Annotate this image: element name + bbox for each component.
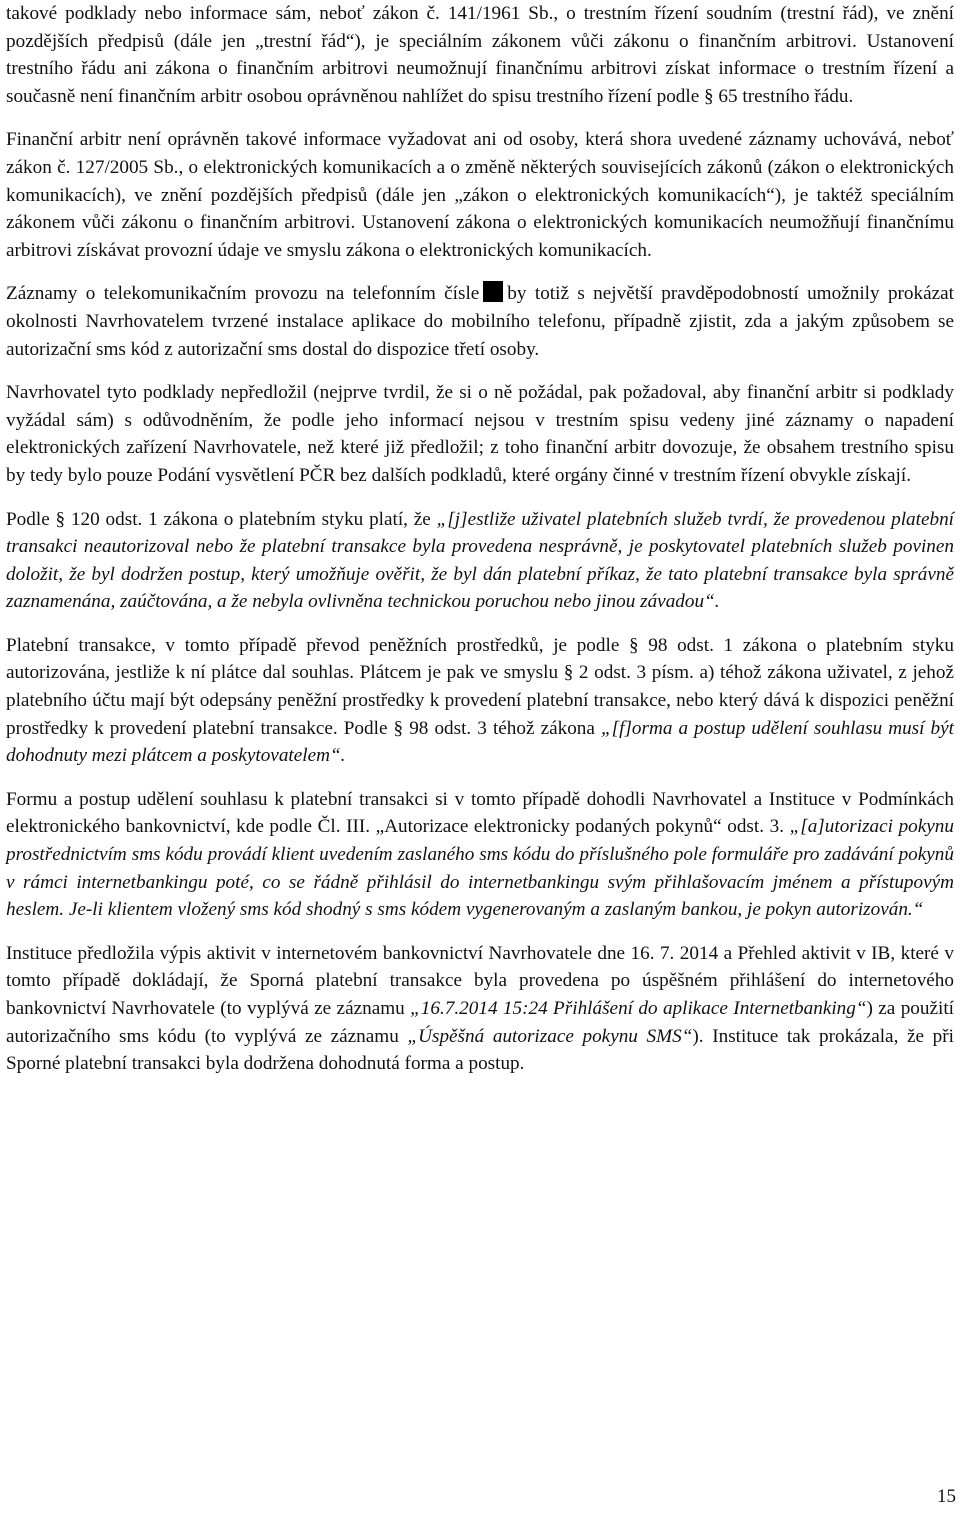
payment-act-quote: „[j]estliže uživatel platebních služeb tvrdí, že provedenou platební transakci neautorizoval nebo že platební transakce byla provedena nesprávně, je poskytovatel platebních služeb povinen doložit, že byl dodržen postup, který umožňuje ověřit, že byl dán platební příkaz, že tato platební transakce byla správně zaznamenána, zaúčtována, a že nebyla ovlivněna technickou poruchou nebo jinou závadou“.: [6, 508, 954, 613]
activity-log-text-c: ) za použití autorizačního sms kódu (to vyplývá ze záznamu: [6, 998, 954, 1047]
paragraph-criminal-procedure: takové podklady nebo informace sám, neboť zákon č. 141/1961 Sb., o trestním řízení soudním (trestní řád), ve znění pozdějších předpisů (dále jen „trestní řád“), je speciálním zákonem vůči zákonu o finančním arbitrovi. Ustanovení trestního řádu ani zákona o finančním arbitrovi neumožnují finančnímu arbitrovi získat informace o trestním řízení a současně není finančním arbitr osobou oprávněnou nahlížet do spisu trestního řízení podle § 65 trestního řádu.: [6, 3, 954, 107]
document-page: [6, 0, 954, 1078]
paragraph-payment-act-120: [6, 506, 954, 616]
activity-log-text-e: ). Instituce tak prokázala, že při Sporné platební transakci byla dodržena dohodnutá forma a postup.: [6, 1025, 954, 1075]
telecom-text-before: Záznamy o telekomunikačním provozu na telefonním čísle: [6, 283, 480, 305]
paragraph-electronic-communications: Finanční arbitr není oprávněn takové informace vyžadovat ani od osoby, která shora uvedené záznamy uchovává, neboť zákon č. 127/2005 Sb., o elektronických komunikacích a o změně některých souvisejících zákonů (zákon o elektronických komunikacích), ve znění pozdějších předpisů (dále jen „zákon o elektronických komunikacích“), je taktéž speciálním zákonem vůči zákonu o finančním arbitrovi. Ustanovení zákona o elektronických komunikacích neumožňují finančnímu arbitrovi získávat provozní údaje ve smyslu zákona o elektronických komunikacích.: [6, 129, 954, 261]
redacted-phone-number: [483, 281, 503, 302]
paragraph-applicant-documents: Navrhovatel tyto podklady nepředložil (nejprve tvrdil, že si o ně požádal, pak požadoval, aby finanční arbitr si podklady vyžádal sám) s odůvodněním, že podle jeho informací nejsou v trestním spisu vedeny jiné záznamy o napadení elektronických zařízení Navrhovatele, než které již předložil; z toho finanční arbitr dovozuje, že obsahem trestního spisu by tedy bylo pouze Podání vysvětlení PČR bez dalších podkladů, které orgány činné v trestním řízení obvykle získají.: [6, 382, 954, 486]
paragraph-telecom-records: [6, 280, 954, 363]
activity-log-text-a: Instituce předložila výpis aktivit v internetovém bankovnictví Navrhovatele dne 16. 7. 2014 a Přehled aktivit v IB, které v tomto případě dokládají, že Sporná platební transakce byla provedena po úspěšném přihlášení do internetového bankovnictví Navrhovatele (to vyplývá ze záznamu: [6, 942, 954, 1019]
activity-log-sms-record: „Úspěšná autorizace pokynu SMS“: [407, 1025, 693, 1047]
payment-act-intro: Podle § 120 odst. 1 zákona o platebním styku platí, že: [6, 508, 437, 530]
banking-conditions-quote: „[a]utorizaci pokynu prostřednictvím sms kódu provádí klient uvedením zaslaného sms kódu do příslušného pole formuláře pro zadávání pokynů v rámci internetbankingu poté, co se řádně přihlásil do internetbankingu svým přihlašovacím jménem a přístupovým heslem. Je-li klientem vložený sms kód shodný s sms kódem vygenerovaným a zaslaným bankou, je pokyn autorizován.“: [6, 816, 954, 921]
paragraph-banking-conditions: [6, 786, 954, 924]
activity-log-login-record: „16.7.2014 15:24 Přihlášení do aplikace Internetbanking“: [410, 998, 867, 1019]
telecom-text-after: by totiž s největší pravděpodobností umožnily prokázat okolnosti Navrhovatelem tvrzené instalace aplikace do mobilního telefonu, případně zjistit, zda a jakým způsobem se autorizační sms kód z autorizační sms dostal do dispozice třetí osoby.: [6, 283, 954, 360]
page-number: 15: [937, 1486, 956, 1507]
paragraph-authorization: [6, 632, 954, 770]
banking-conditions-text: Formu a postup udělení souhlasu k platební transakci si v tomto případě dohodli Navrhovatel a Instituce v Podmínkách elektronického bankovnictví, kde podle Čl. III. „Autorizace elektronicky podaných pokynů“ odst. 3.: [6, 788, 954, 838]
authorization-quote: „[f]orma a postup udělení souhlasu musí být dohodnuty mezi plátcem a poskytovatelem“.: [6, 717, 954, 767]
authorization-text: Platební transakce, v tomto případě převod peněžních prostředků, je podle § 98 odst. 1 zákona o platebním styku autorizována, jestliže k ní plátce dal souhlas. Plátcem je pak ve smyslu § 2 odst. 3 písm. a) téhož zákona uživatel, z jehož platebního účtu mají být odepsány peněžní prostředky k provedení platební transakce, nebo který dává k dispozici peněžní prostředky k provedení platební transakce. Podle § 98 odst. 3 téhož zákona: [6, 634, 954, 739]
paragraph-activity-log: [6, 940, 954, 1078]
